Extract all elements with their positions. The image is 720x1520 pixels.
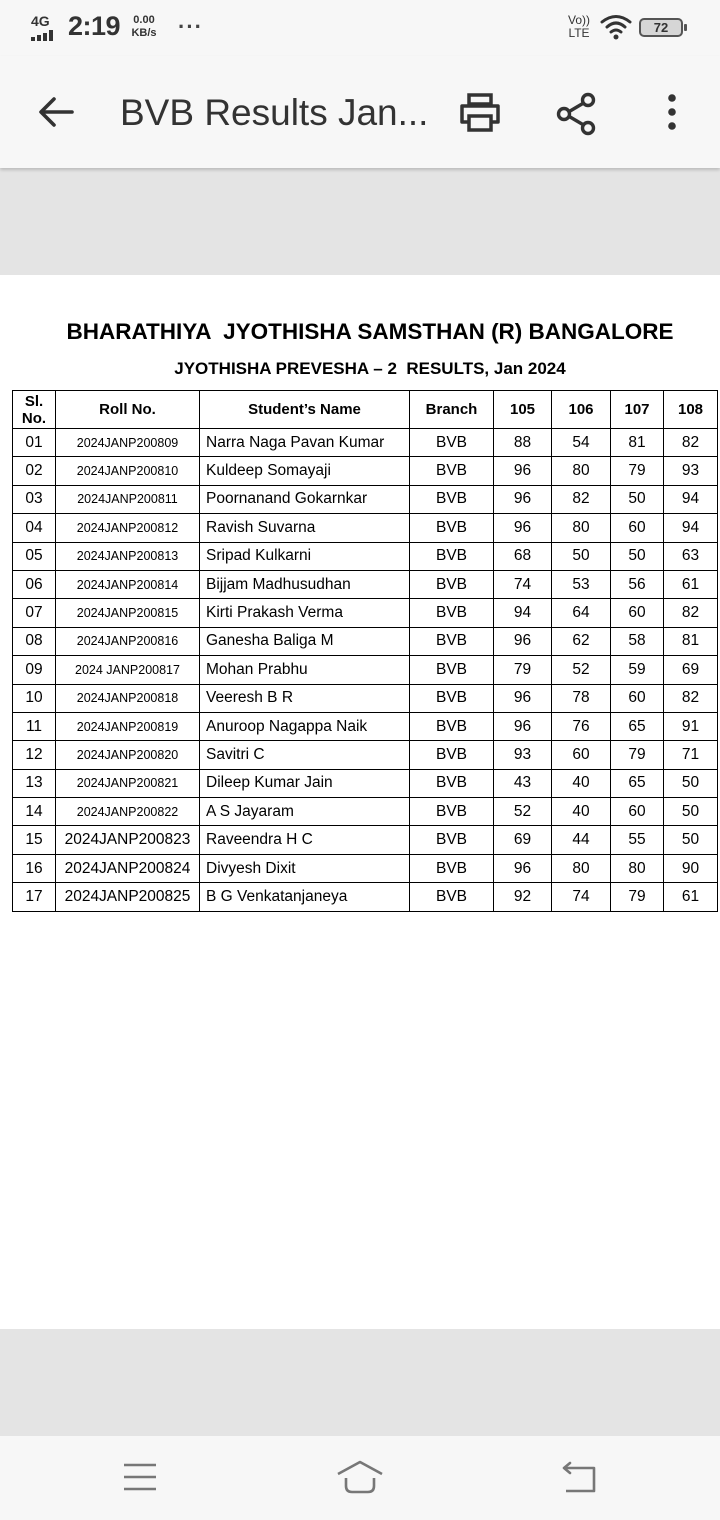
menu-lines-icon[interactable]: [116, 1456, 164, 1498]
speed-value: 0.00: [133, 14, 155, 26]
table-row: [13, 627, 718, 655]
document-page[interactable]: [0, 275, 720, 1329]
branch-cell: BVB: [410, 457, 494, 485]
column-header-108: 108: [664, 391, 718, 429]
sl-no-cell: 12: [13, 741, 56, 769]
score-107-cell: 55: [611, 826, 664, 854]
branch-cell: BVB: [410, 769, 494, 797]
system-nav-bar: [0, 1436, 720, 1520]
score-106-cell: 44: [552, 826, 611, 854]
column-header-branch: Branch: [410, 391, 494, 429]
table-row: [13, 684, 718, 712]
score-105-cell: 69: [494, 826, 552, 854]
score-107-cell: 79: [611, 741, 664, 769]
table-row: [13, 769, 718, 797]
table-row: [13, 854, 718, 882]
score-106-cell: 40: [552, 798, 611, 826]
viewer-background-top: [0, 168, 720, 275]
score-105-cell: 92: [494, 883, 552, 911]
sl-no-cell: 17: [13, 883, 56, 911]
branch-cell: BVB: [410, 485, 494, 513]
branch-cell: BVB: [410, 627, 494, 655]
score-105-cell: 68: [494, 542, 552, 570]
student-name-cell: A S Jayaram: [200, 798, 410, 826]
document-subheading: JYOTHISHA PREVESHA – 2 RESULTS, Jan 2024: [174, 359, 566, 378]
score-107-cell: 60: [611, 599, 664, 627]
sl-no-cell: 14: [13, 798, 56, 826]
table-row: [13, 542, 718, 570]
branch-cell: BVB: [410, 429, 494, 457]
branch-cell: BVB: [410, 826, 494, 854]
score-107-cell: 59: [611, 656, 664, 684]
table-row: [13, 599, 718, 627]
score-107-cell: 50: [611, 485, 664, 513]
roll-no-cell: 2024JANP200818: [56, 684, 200, 712]
sl-no-cell: 08: [13, 627, 56, 655]
score-105-cell: 96: [494, 457, 552, 485]
branch-cell: BVB: [410, 656, 494, 684]
column-header-106: 106: [552, 391, 611, 429]
score-107-cell: 79: [611, 457, 664, 485]
score-108-cell: 82: [664, 684, 718, 712]
score-106-cell: 54: [552, 429, 611, 457]
roll-no-cell: 2024JANP200822: [56, 798, 200, 826]
score-105-cell: 93: [494, 741, 552, 769]
student-name-cell: Ganesha Baliga M: [200, 627, 410, 655]
table-row: [13, 457, 718, 485]
sl-no-cell: 06: [13, 570, 56, 598]
score-106-cell: 78: [552, 684, 611, 712]
sl-no-cell: 02: [13, 457, 56, 485]
table-row: [13, 826, 718, 854]
roll-no-cell: 2024JANP200810: [56, 457, 200, 485]
score-108-cell: 61: [664, 570, 718, 598]
student-name-cell: Kuldeep Somayaji: [200, 457, 410, 485]
sl-no-cell: 13: [13, 769, 56, 797]
student-name-cell: B G Venkatanjaneya: [200, 883, 410, 911]
student-name-cell: Kirti Prakash Verma: [200, 599, 410, 627]
roll-no-cell: 2024JANP200813: [56, 542, 200, 570]
table-row: [13, 712, 718, 740]
student-name-cell: Ravish Suvarna: [200, 514, 410, 542]
score-105-cell: 96: [494, 684, 552, 712]
score-108-cell: 82: [664, 429, 718, 457]
roll-no-cell: 2024JANP200811: [56, 485, 200, 513]
score-108-cell: 93: [664, 457, 718, 485]
branch-cell: BVB: [410, 599, 494, 627]
score-107-cell: 60: [611, 684, 664, 712]
network-speed: [128, 14, 160, 40]
table-row: [13, 883, 718, 911]
score-108-cell: 61: [664, 883, 718, 911]
score-108-cell: 81: [664, 627, 718, 655]
score-107-cell: 58: [611, 627, 664, 655]
roll-no-cell: 2024JANP200814: [56, 570, 200, 598]
table-row: [13, 741, 718, 769]
branch-cell: BVB: [410, 542, 494, 570]
score-105-cell: 74: [494, 570, 552, 598]
branch-cell: BVB: [410, 854, 494, 882]
score-108-cell: 69: [664, 656, 718, 684]
roll-no-cell: 2024JANP200819: [56, 712, 200, 740]
table-row: [13, 656, 718, 684]
score-107-cell: 79: [611, 883, 664, 911]
score-106-cell: 53: [552, 570, 611, 598]
student-name-cell: Savitri C: [200, 741, 410, 769]
network-type: 4G: [31, 13, 50, 29]
back-return-icon[interactable]: [556, 1456, 604, 1498]
score-108-cell: 50: [664, 826, 718, 854]
roll-no-cell: 2024JANP200825: [56, 883, 200, 911]
score-108-cell: 94: [664, 514, 718, 542]
roll-no-cell: 2024 JANP200817: [56, 656, 200, 684]
lte-label: LTE: [568, 26, 590, 40]
score-108-cell: 91: [664, 712, 718, 740]
score-105-cell: 94: [494, 599, 552, 627]
roll-no-cell: 2024JANP200809: [56, 429, 200, 457]
branch-cell: BVB: [410, 570, 494, 598]
volte-indicator: [562, 14, 596, 40]
sl-no-cell: 03: [13, 485, 56, 513]
score-108-cell: 63: [664, 542, 718, 570]
viewer-background-bottom: [0, 1329, 720, 1436]
document-title: BVB Results Jan...: [120, 92, 429, 133]
branch-cell: BVB: [410, 684, 494, 712]
score-106-cell: 52: [552, 656, 611, 684]
branch-cell: BVB: [410, 712, 494, 740]
branch-cell: BVB: [410, 514, 494, 542]
sl-no-cell: 16: [13, 854, 56, 882]
battery-icon: 72: [639, 18, 683, 37]
score-108-cell: 50: [664, 769, 718, 797]
score-107-cell: 50: [611, 542, 664, 570]
score-106-cell: 60: [552, 741, 611, 769]
student-name-cell: Divyesh Dixit: [200, 854, 410, 882]
student-name-cell: Sripad Kulkarni: [200, 542, 410, 570]
sl-header-line2: No.: [21, 409, 47, 427]
score-106-cell: 76: [552, 712, 611, 740]
score-108-cell: 90: [664, 854, 718, 882]
score-105-cell: 43: [494, 769, 552, 797]
roll-no-cell: 2024JANP200824: [56, 854, 200, 882]
score-105-cell: 96: [494, 854, 552, 882]
score-106-cell: 62: [552, 627, 611, 655]
table-row: [13, 514, 718, 542]
table-row: [13, 570, 718, 598]
student-name-cell: Narra Naga Pavan Kumar: [200, 429, 410, 457]
student-name-cell: Raveendra H C: [200, 826, 410, 854]
column-header-sl-no: [13, 391, 56, 429]
results-table: [12, 390, 718, 912]
score-107-cell: 65: [611, 769, 664, 797]
score-105-cell: 79: [494, 656, 552, 684]
app-bar: [0, 56, 720, 168]
more-vert-icon[interactable]: [660, 92, 684, 136]
score-108-cell: 71: [664, 741, 718, 769]
column-header-107: 107: [611, 391, 664, 429]
sl-no-cell: 07: [13, 599, 56, 627]
score-105-cell: 96: [494, 712, 552, 740]
sl-no-cell: 04: [13, 514, 56, 542]
roll-no-cell: 2024JANP200823: [56, 826, 200, 854]
score-107-cell: 80: [611, 854, 664, 882]
roll-no-cell: 2024JANP200821: [56, 769, 200, 797]
status-bar: [0, 0, 720, 56]
score-106-cell: 64: [552, 599, 611, 627]
student-name-cell: Mohan Prabhu: [200, 656, 410, 684]
score-106-cell: 80: [552, 854, 611, 882]
roll-no-cell: 2024JANP200820: [56, 741, 200, 769]
student-name-cell: Veeresh B R: [200, 684, 410, 712]
score-106-cell: 74: [552, 883, 611, 911]
score-107-cell: 60: [611, 798, 664, 826]
sl-no-cell: 15: [13, 826, 56, 854]
sl-no-cell: 05: [13, 542, 56, 570]
back-arrow-icon[interactable]: [36, 94, 76, 130]
notification-dots-icon: ···: [178, 14, 203, 39]
score-108-cell: 50: [664, 798, 718, 826]
roll-no-cell: 2024JANP200815: [56, 599, 200, 627]
student-name-cell: Poornanand Gokarnkar: [200, 485, 410, 513]
speed-unit: KB/s: [131, 27, 157, 39]
column-header-student-name: Student’s Name: [200, 391, 410, 429]
score-106-cell: 80: [552, 514, 611, 542]
score-107-cell: 65: [611, 712, 664, 740]
branch-cell: BVB: [410, 741, 494, 769]
score-107-cell: 81: [611, 429, 664, 457]
status-time: 2:19: [68, 11, 121, 41]
score-106-cell: 80: [552, 457, 611, 485]
score-106-cell: 82: [552, 485, 611, 513]
sl-no-cell: 09: [13, 656, 56, 684]
score-105-cell: 96: [494, 514, 552, 542]
share-icon[interactable]: [555, 92, 597, 136]
score-105-cell: 88: [494, 429, 552, 457]
document-heading: BHARATHIYA JYOTHISHA SAMSTHAN (R) BANGALORE: [66, 319, 674, 344]
roll-no-cell: 2024JANP200812: [56, 514, 200, 542]
student-name-cell: Anuroop Nagappa Naik: [200, 712, 410, 740]
score-107-cell: 60: [611, 514, 664, 542]
network-signal-icon: [31, 13, 61, 41]
score-105-cell: 96: [494, 485, 552, 513]
branch-cell: BVB: [410, 798, 494, 826]
table-header-row: [13, 391, 718, 429]
student-name-cell: Bijjam Madhusudhan: [200, 570, 410, 598]
score-108-cell: 94: [664, 485, 718, 513]
sl-header-line1: Sl.: [24, 392, 44, 410]
volte-label: Vo)): [567, 13, 590, 27]
score-106-cell: 40: [552, 769, 611, 797]
score-106-cell: 50: [552, 542, 611, 570]
table-row: [13, 798, 718, 826]
branch-cell: BVB: [410, 883, 494, 911]
home-icon[interactable]: [336, 1456, 384, 1498]
print-icon[interactable]: [456, 92, 504, 134]
score-108-cell: 82: [664, 599, 718, 627]
column-header-105: 105: [494, 391, 552, 429]
column-header-roll-no: Roll No.: [56, 391, 200, 429]
wifi-icon: [600, 14, 632, 40]
score-105-cell: 52: [494, 798, 552, 826]
sl-no-cell: 10: [13, 684, 56, 712]
student-name-cell: Dileep Kumar Jain: [200, 769, 410, 797]
table-row: [13, 485, 718, 513]
score-105-cell: 96: [494, 627, 552, 655]
score-107-cell: 56: [611, 570, 664, 598]
table-row: [13, 429, 718, 457]
roll-no-cell: 2024JANP200816: [56, 627, 200, 655]
sl-no-cell: 11: [13, 712, 56, 740]
sl-no-cell: 01: [13, 429, 56, 457]
